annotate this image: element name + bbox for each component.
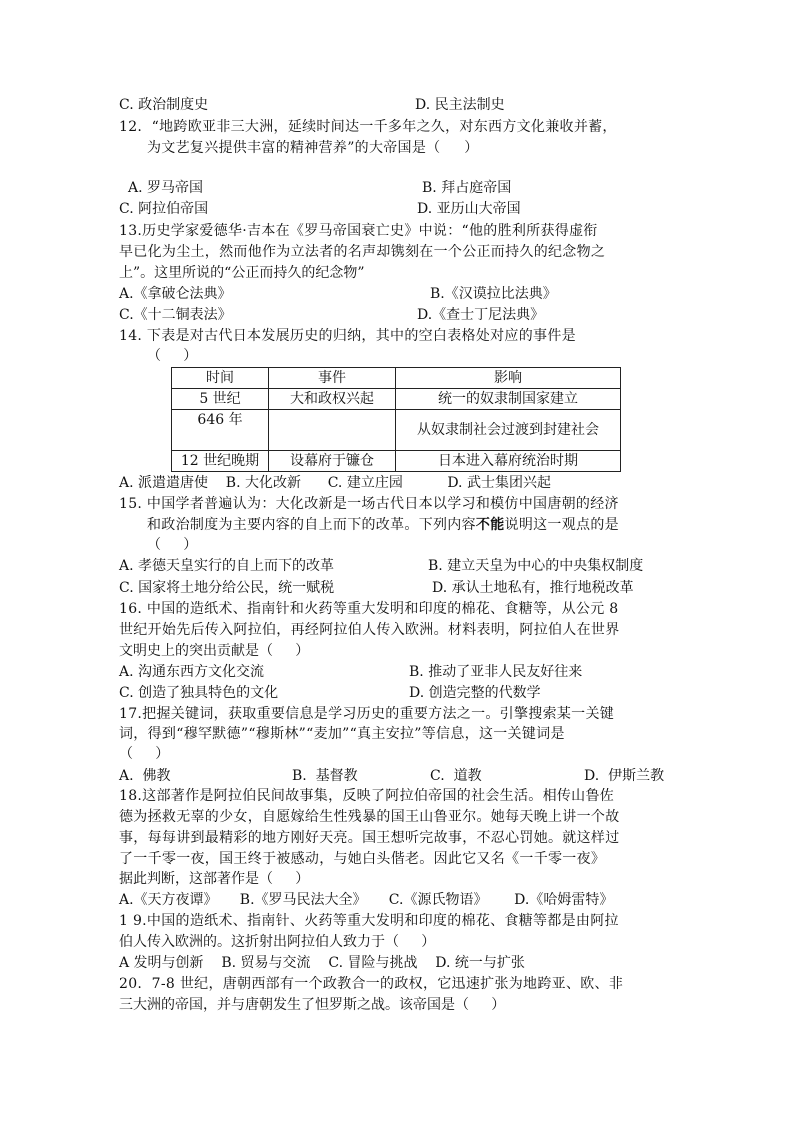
q16-option-a: A. 沟通东西方文化交流 (119, 664, 265, 680)
q15-option-b: B. 建立天皇为中心的中央集权制度 (428, 558, 644, 574)
q19-options: A 发明与创新 B. 贸易与交流 C. 冒险与挑战 D. 统一与扩张 (119, 955, 525, 971)
q14-options: A. 派遣遣唐使 B. 大化改新 C. 建立庄园 D. 武士集团兴起 (119, 475, 551, 491)
q12-stem-line-2: 为文艺复兴提供丰富的精神营养”的大帝国是（ ） (147, 140, 479, 156)
q20-stem-line-2: 三大洲的帝国，并与唐朝发生了怛罗斯之战。该帝国是（ ） (119, 997, 506, 1013)
q16-stem-line-2: 世纪开始先后传入阿拉伯，再经阿拉伯人传入欧洲。材料表明，阿拉伯人在世界 (119, 622, 620, 638)
q15-option-d: D. 承认土地私有，推行地税改革 (432, 580, 634, 596)
q15-stem-text: 说明这一观点的是 (504, 517, 619, 533)
q18-stem-line-2: 德为拯救无辜的少女，自愿嫁给生性残暴的国王山鲁亚尔。她每天晚上讲一个故 (119, 809, 620, 825)
q16-stem-line-3: 文明史上的突出贡献是（ ） (119, 643, 310, 659)
table-cell: 646 年 (172, 410, 269, 451)
q12-stem-line-1: 12. “地跨欧亚非三大洲，延续时间达一千多年之久，对东西方文化兼收并蓄， (119, 119, 617, 135)
q15-stem-line-2 (147, 515, 619, 535)
table-cell: 从奴隶制社会过渡到封建社会 (396, 410, 621, 451)
q12-option-c: C. 阿拉伯帝国 (119, 201, 209, 217)
q18-stem-line-3: 事，每每讲到最精彩的地方刚好天亮。国王想听完故事，不忍心罚她。就这样过 (119, 830, 620, 846)
q16-stem-line-1: 16. 中国的造纸术、指南针和火药等重大发明和印度的棉花、食糖等，从公元 8 (119, 601, 619, 617)
q17-stem-line-3: （ ） (119, 746, 170, 762)
q19-stem-line-1: 1 9.中国的造纸术、指南针、火药等重大发明和印度的棉花、食糖等都是由阿拉 (119, 913, 619, 929)
q14-stem-line-2: （ ） (147, 348, 198, 364)
q18-stem-line-1: 18.这部著作是阿拉伯民间故事集，反映了阿拉伯帝国的社会生活。相传山鲁佐 (119, 788, 615, 804)
q17-stem-line-1: 17.把握关键词，获取重要信息是学习历史的重要方法之一。引擎搜索某一关键 (119, 706, 615, 722)
q15-stem-text: 和政治制度为主要内容的自上而下的改革。下列内容 (147, 517, 476, 533)
q20-stem-line-1: 20. 7-8 世纪，唐朝西部有一个政教合一的政权，它迅速扩张为地跨亚、欧、非 (119, 976, 624, 992)
q11-option-c: C. 政治制度史 (119, 97, 209, 113)
q12-option-b: B. 拜占庭帝国 (422, 180, 512, 196)
q18-stem-line-5: 据此判断，这部著作是（ ） (119, 871, 310, 887)
q13-stem-line-1: 13.历史学家爱德华·吉本在《罗马帝国衰亡史》中说：“他的胜利所获得虚衔 (119, 223, 598, 239)
q16-option-b: B. 推动了亚非人民友好往来 (409, 664, 583, 680)
q14-history-table (171, 367, 621, 472)
q15-option-a: A. 孝德天皇实行的自上而下的改革 (119, 558, 335, 574)
q13-option-d: D.《查士丁尼法典》 (417, 307, 545, 323)
q17-option-a: A. 佛教 (119, 768, 171, 784)
table-cell: 统一的奴隶制国家建立 (396, 389, 621, 410)
table-row (172, 410, 621, 451)
q19-stem-line-2: 伯人传入欧洲的。这折射出阿拉伯人致力于（ ） (119, 934, 436, 950)
table-cell: 12 世纪晚期 (172, 451, 269, 472)
q13-stem-line-3: 上”。这里所说的“公正而持久的纪念物” (119, 265, 365, 281)
q13-option-b: B.《汉谟拉比法典》 (430, 286, 557, 302)
q12-option-a: A. 罗马帝国 (128, 180, 204, 196)
table-header-cell: 时间 (172, 368, 269, 389)
q13-option-c: C.《十二铜表法》 (119, 307, 232, 323)
q14-stem-line-1: 14. 下表是对古代日本发展历史的归纳，其中的空白表格处对应的事件是 (119, 328, 576, 344)
table-cell: 5 世纪 (172, 389, 269, 410)
q17-option-c: C. 道教 (430, 768, 482, 784)
table-row (172, 389, 621, 410)
q11-option-d: D. 民主法制史 (415, 97, 505, 113)
q15-stem-line-3: （ ） (147, 537, 198, 553)
table-cell: 日本进入幕府统治时期 (396, 451, 621, 472)
q17-stem-line-2: 词，得到“穆罕默德”“穆斯林”“麦加”“真主安拉”等信息，这一关键词是 (119, 726, 565, 742)
q18-options: A.《天方夜谭》 B.《罗马民法大全》 C.《源氏物语》 D.《哈姆雷特》 (119, 892, 614, 908)
q13-option-a: A.《拿破仑法典》 (119, 286, 232, 302)
q15-option-c: C. 国家将土地分给公民，统一赋税 (119, 580, 335, 596)
table-cell: 设幕府于镰仓 (269, 451, 396, 472)
table-header-cell: 影响 (396, 368, 621, 389)
table-row (172, 451, 621, 472)
table-header-row (172, 368, 621, 389)
q16-option-d: D. 创造完整的代数学 (409, 685, 541, 701)
q18-stem-line-4: 了一千零一夜，国王终于被感动，与她白头偕老。因此它又名《一千零一夜》 (119, 851, 606, 867)
q17-option-b: B. 基督教 (292, 768, 358, 784)
q13-stem-line-2: 早已化为尘土，然而他作为立法者的名声却镌刻在一个公正而持久的纪念物之 (119, 244, 606, 260)
q12-option-d: D. 亚历山大帝国 (417, 201, 521, 217)
table-header-cell: 事件 (269, 368, 396, 389)
table-cell: 大和政权兴起 (269, 389, 396, 410)
q15-emphasis-not: 不能 (475, 517, 505, 533)
q15-stem-line-1: 15. 中国学者普遍认为：大化改新是一场古代日本以学习和模仿中国唐朝的经济 (119, 496, 619, 512)
q16-option-c: C. 创造了独具特色的文化 (119, 685, 279, 701)
q17-option-d: D. 伊斯兰教 (584, 768, 665, 784)
table-cell-blank (269, 410, 396, 451)
